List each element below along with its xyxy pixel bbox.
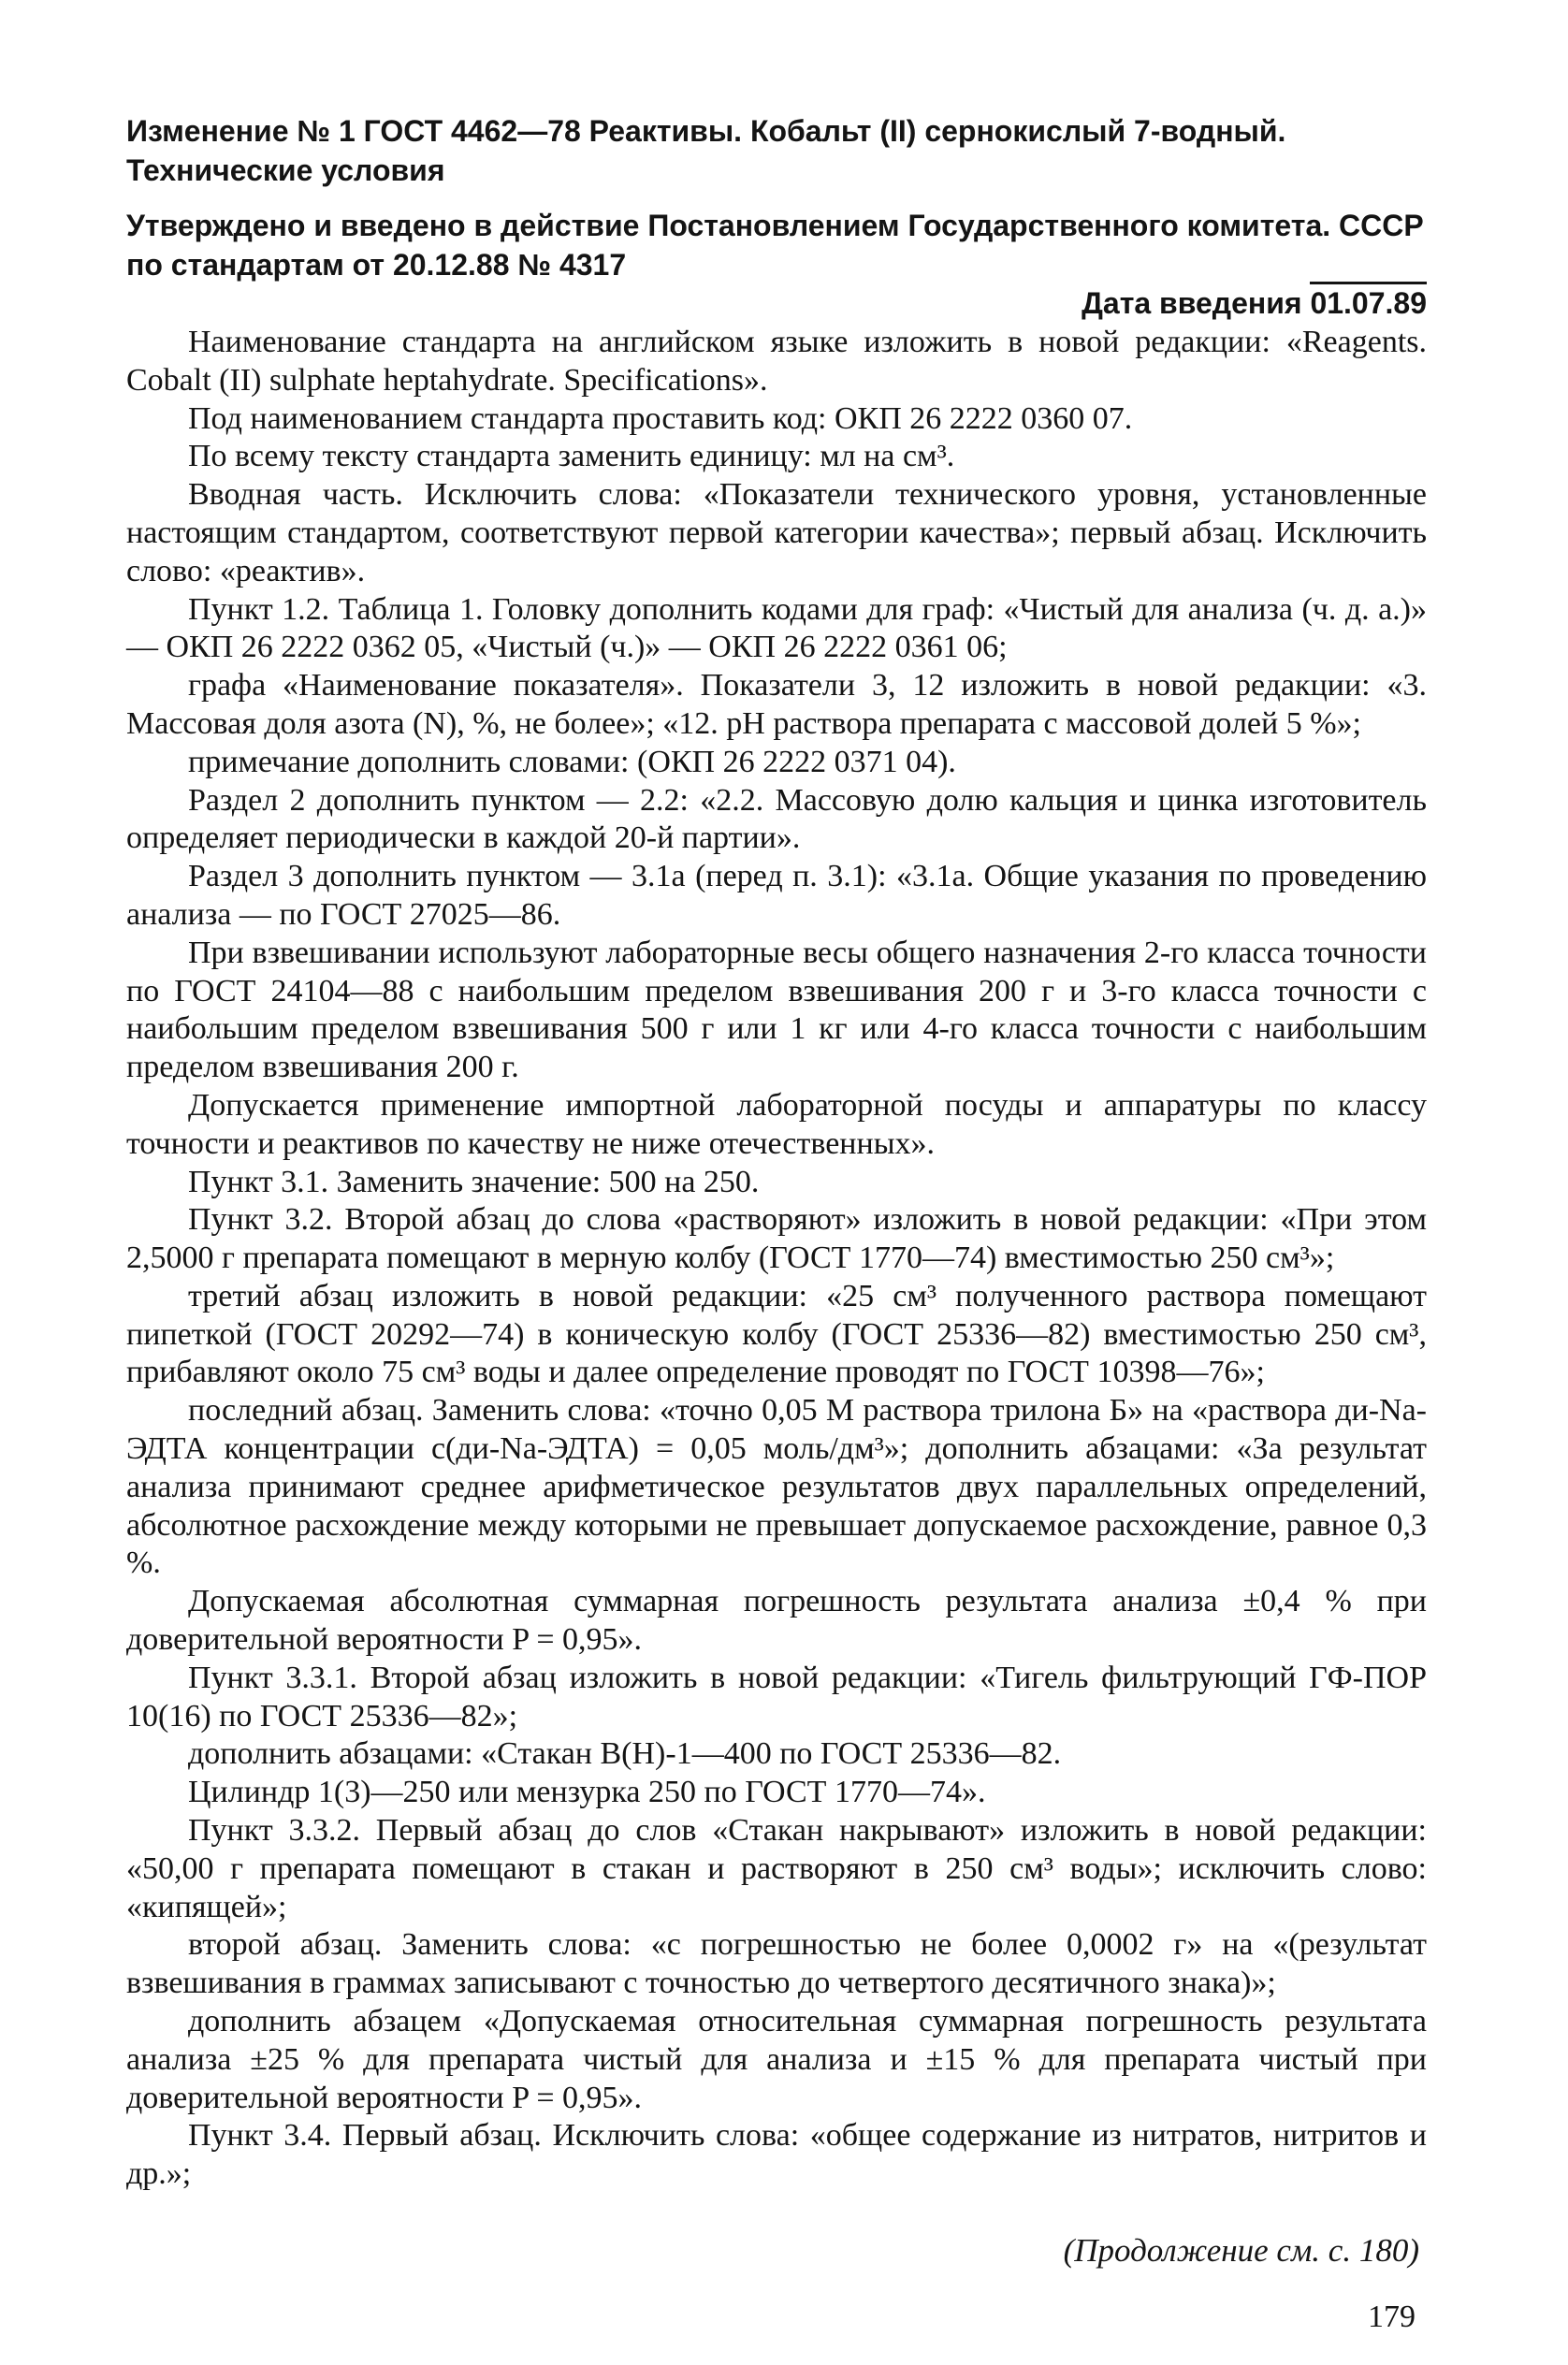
paragraph: Допускается применение импортной лабораторной посуды и аппаратуры по классу точности и реактивов по качеству не ниже отечественных». bbox=[126, 1087, 1427, 1161]
paragraph: Раздел 2 дополнить пунктом — 2.2: «2.2. Массовую долю кальция и цинка изготовитель определяет периодически в каждой 20-й партии». bbox=[126, 782, 1427, 856]
paragraph: Пункт 3.3.2. Первый абзац до слов «Стакан накрывают» изложить в новой редакции: «50,00 г препарата помещают в стакан и растворяют в 250 см³ воды»; исключить слово: «кипящей»; bbox=[126, 1813, 1427, 1924]
page-number: 179 bbox=[1368, 2300, 1416, 2335]
document-header bbox=[126, 112, 1427, 324]
paragraph: Вводная часть. Исключить слова: «Показатели технического уровня, установленные настоящим стандартом, соответствуют первой категории качества»; первый абзац. Исключить слово: «реактив». bbox=[126, 477, 1427, 588]
paragraph: По всему тексту стандарта заменить единицу: мл на см³. bbox=[188, 439, 955, 474]
paragraph: Пункт 3.2. Второй абзац до слова «растворяют» изложить в новой редакции: «При этом 2,5000 г препарата помещают в мерную колбу (ГОСТ 1770—74) вместимостью 250 см³»; bbox=[126, 1202, 1427, 1276]
paragraph: Наименование стандарта на английском языке изложить в новой редакции: «Reagents. Cobalt (II) sulphate heptahydrate. Specifications». bbox=[126, 324, 1427, 398]
paragraph: Пункт 3.1. Заменить значение: 500 на 250. bbox=[188, 1164, 760, 1199]
paragraph: Цилиндр 1(3)—250 или мензурка 250 по ГОСТ 1770—74». bbox=[188, 1775, 986, 1810]
paragraph: Допускаемая абсолютная суммарная погрешность результата анализа ±0,4 % при доверительной вероятности P = 0,95». bbox=[126, 1584, 1427, 1658]
paragraph: второй абзац. Заменить слова: «с погрешностью не более 0,0002 г» на «(результат взвешивания в граммах записывают с точностью до четвертого десятичного знака)»; bbox=[126, 1927, 1427, 2001]
effective-date-label: Дата введения bbox=[1082, 286, 1302, 321]
paragraph: Под наименованием стандарта проставить код: ОКП 26 2222 0360 07. bbox=[188, 400, 1133, 436]
paragraph: дополнить абзацами: «Стакан В(Н)-1—400 по ГОСТ 25336—82. bbox=[188, 1736, 1062, 1772]
effective-date: 01.07.89 bbox=[1310, 282, 1427, 320]
paragraph: последний абзац. Заменить слова: «точно 0,05 М раствора трилона Б» на «раствора ди-Na-ЭДТА концентрации c(ди-Na-ЭДТА) = 0,05 моль/дм³»; дополнить абзацами: «За результат анализа принимают среднее арифметическое результатов двух параллельных определений, абсолютное расхождение между которыми не превышает допускаемое расхождение, равное 0,3 %. bbox=[126, 1393, 1427, 1581]
continuation-note: (Продолжение см. с. 180) bbox=[1063, 2232, 1419, 2270]
amendment-title: Изменение № 1 ГОСТ 4462—78 Реактивы. Кобальт (II) сернокислый 7-водный. Технические условия bbox=[126, 114, 1286, 187]
paragraph: Пункт 3.3.1. Второй абзац изложить в новой редакции: «Тигель фильтрующий ГФ-ПОР 10(16) по ГОСТ 25336—82»; bbox=[126, 1660, 1427, 1734]
paragraph: примечание дополнить словами: (ОКП 26 2222 0371 04). bbox=[188, 744, 956, 779]
document-body bbox=[126, 324, 1427, 2194]
approval-statement: Утверждено и введено в действие Постановлением Государственного комитета. СССР по стандартам от 20.12.88 № 4317 bbox=[126, 209, 1424, 282]
paragraph: Пункт 1.2. Таблица 1. Головку дополнить кодами для граф: «Чистый для анализа (ч. д. а.)» — ОКП 26 2222 0362 05, «Чистый (ч.)» — ОКП 26 2222 0361 06; bbox=[126, 591, 1427, 665]
paragraph: Пункт 3.4. Первый абзац. Исключить слова: «общее содержание из нитратов, нитритов и др.»; bbox=[126, 2118, 1427, 2192]
paragraph: третий абзац изложить в новой редакции: «25 см³ полученного раствора помещают пипеткой (ГОСТ 20292—74) в коническую колбу (ГОСТ 25336—82) вместимостью 250 см³, прибавляют около 75 см³ воды и далее определение проводят по ГОСТ 10398—76»; bbox=[126, 1278, 1427, 1390]
paragraph: графа «Наименование показателя». Показатели 3, 12 изложить в новой редакции: «3. Массовая доля азота (N), %, не более»; «12. pH раствора препарата с массовой долей 5 %»; bbox=[126, 668, 1427, 741]
document-page bbox=[126, 112, 1427, 2337]
paragraph: При взвешивании используют лабораторные весы общего назначения 2-го класса точности по ГОСТ 24104—88 с наибольшим пределом взвешивания 200 г и 3-го класса точности с наибольшим пределом взвешивания 500 г или 1 кг или 4-го класса точности с наибольшим пределом взвешивания 200 г. bbox=[126, 935, 1427, 1085]
paragraph: дополнить абзацем «Допускаемая относительная суммарная погрешность результата анализа ±25 % для препарата чистый для анализа и ±15 % для препарата чистый при доверительной вероятности P = 0,95». bbox=[126, 2004, 1427, 2115]
paragraph: Раздел 3 дополнить пунктом — 3.1а (перед п. 3.1): «3.1а. Общие указания по проведению анализа — по ГОСТ 27025—86. bbox=[126, 859, 1427, 932]
effective-date-line bbox=[126, 284, 1427, 324]
